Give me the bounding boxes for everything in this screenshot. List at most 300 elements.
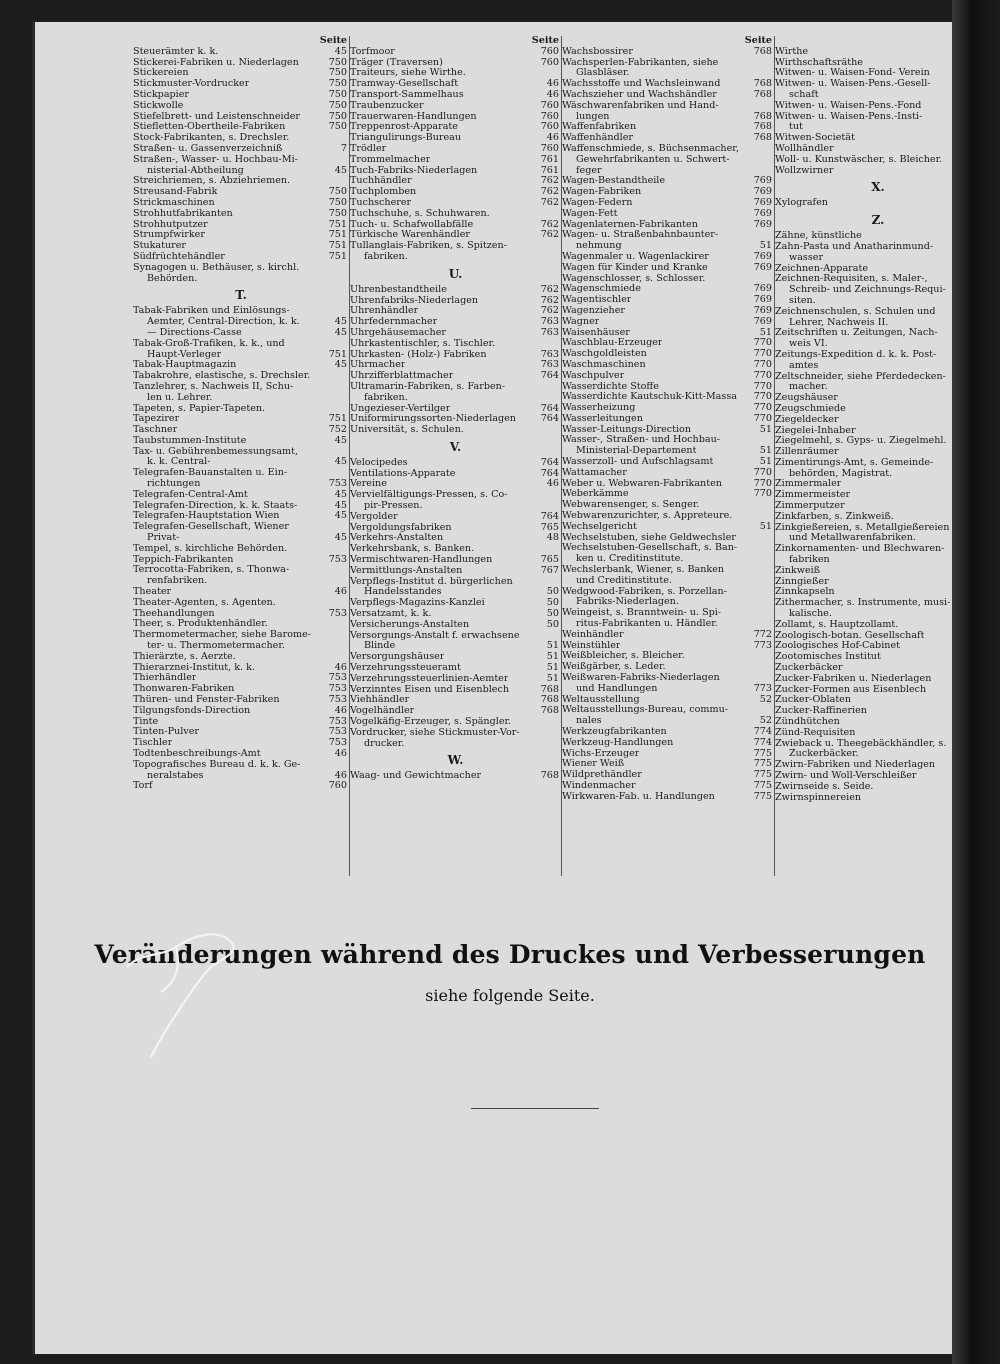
entry-text: Straßen-, Wasser- u. Hochbau-Mi- [133, 154, 298, 165]
index-entry-continuation [775, 609, 981, 620]
index-entry [562, 403, 774, 414]
index-entry [562, 220, 774, 231]
entry-page-number: 45 [334, 533, 347, 544]
entry-text: Terrocotta-Fabriken, s. Thonwa- [133, 565, 290, 576]
index-entry [775, 674, 981, 685]
entry-page-number [556, 728, 561, 739]
entry-page-number [556, 339, 561, 350]
entry-page-number: 761 [540, 154, 559, 165]
index-entry [133, 209, 349, 220]
entry-text: Wasser-Leitungs-Direction [562, 424, 692, 435]
entry-text: Wachszieher und Wachshändler [562, 89, 717, 100]
index-entry [562, 328, 774, 339]
index-entry [133, 144, 349, 155]
index-entry [775, 706, 981, 717]
entry-text: Wagen-Fabriken [562, 187, 642, 198]
index-entry [350, 198, 561, 209]
index-entry [775, 426, 981, 437]
index-entry [350, 598, 561, 609]
index-entry-continuation [562, 554, 774, 565]
entry-page-number: 770 [753, 370, 772, 381]
entry-page-number [344, 760, 349, 771]
entry-text: Strohhutfabrikanten [133, 208, 233, 219]
index-entry [775, 404, 981, 415]
entry-text: Zeugshäuser [775, 393, 838, 404]
entry-page-number: 753 [328, 716, 347, 727]
entry-page-number [769, 511, 774, 522]
index-entry [775, 566, 981, 577]
entry-text: Verkehrs-Anstalten [350, 533, 444, 544]
index-entry [562, 673, 774, 684]
entry-text: Tapeten, s. Papier-Tapeten. [133, 403, 266, 414]
entry-page-number: 751 [328, 251, 347, 262]
entry-page-number: 769 [753, 316, 772, 327]
entry-text: Zinkweiß [775, 565, 821, 576]
entry-text: Zeichnen-Requisiten, s. Maler-, [775, 274, 928, 285]
index-entry [350, 133, 561, 144]
entry-page-number: 50 [546, 619, 559, 630]
entry-text: Wechselgericht [562, 521, 637, 532]
entry-text: Wedgwood-Fabriken, s. Porzellan- [562, 586, 727, 597]
entry-page-number: 770 [753, 392, 772, 403]
index-column [562, 36, 774, 896]
entry-page-number [344, 619, 349, 630]
entry-text: ritus-Fabrikanten u. Händler. [576, 619, 718, 630]
index-entry [775, 598, 981, 609]
entry-page-number: 775 [753, 780, 772, 791]
entry-text: Tuch- u. Schafwollabfälle [350, 219, 474, 230]
entry-page-number: 752 [328, 425, 347, 436]
entry-text: Straßen- u. Gassenverzeichniß [133, 143, 283, 154]
index-entry [562, 695, 774, 706]
index-entry-continuation [775, 253, 981, 264]
entry-text: Fabriks-Niederlagen. [576, 597, 679, 608]
index-entry [562, 209, 774, 220]
entry-page-number: 768 [753, 133, 772, 144]
entry-page-number: 51 [546, 663, 559, 674]
index-entry [133, 382, 349, 393]
entry-page-number: 46 [334, 705, 347, 716]
entry-text: nisterial-Abtheilung [147, 165, 244, 176]
entry-text: Treppenrost-Apparate [350, 122, 458, 133]
entry-text: Theater-Agenten, s. Agenten. [133, 597, 276, 608]
index-entry [562, 349, 774, 360]
index-entry [350, 79, 561, 90]
entry-text: tut [789, 122, 803, 133]
entry-text: fabriken [789, 555, 830, 566]
entry-page-number: 750 [328, 79, 347, 90]
entry-text: Zeitungs-Expedition d. k. k. Post- [775, 349, 937, 360]
entry-text: Stickereien [133, 68, 189, 79]
index-entry-continuation [775, 90, 981, 101]
index-entry [350, 58, 561, 69]
section-letter: Z. [871, 213, 885, 228]
entry-text: Wagenlaternen-Fabrikanten [562, 219, 698, 230]
entry-text: Zeichnenschulen, s. Schulen und [775, 306, 936, 317]
entry-text: Versatzamt, k. k. [350, 609, 432, 620]
entry-page-number: 750 [328, 68, 347, 79]
index-entry-continuation [133, 576, 349, 587]
entry-text: Verzehrungssteuerlinien-Aemter [350, 673, 509, 684]
index-entry [350, 101, 561, 112]
index-entry [562, 176, 774, 187]
entry-page-number: 762 [540, 176, 559, 187]
index-entry [775, 458, 981, 469]
entry-text: neralstabes [147, 770, 204, 781]
entry-page-number: 769 [753, 176, 772, 187]
index-entry-continuation [775, 749, 981, 760]
index-entry [775, 58, 981, 69]
entry-page-number [769, 144, 774, 155]
index-entry [350, 490, 561, 501]
index-entry [350, 404, 561, 415]
entry-text: Privat- [147, 533, 180, 544]
entry-page-number: 775 [753, 770, 772, 781]
index-entry [350, 771, 561, 782]
column-heading: Seite [531, 35, 559, 46]
entry-text: Zähne, künstliche [775, 231, 862, 242]
index-entry [775, 393, 981, 404]
entry-page-number: 769 [753, 187, 772, 198]
entry-page-number: 750 [328, 122, 347, 133]
entry-text: Witwen-Societät [775, 133, 855, 144]
index-entry-continuation [775, 296, 981, 307]
entry-text: Stukaturer [133, 241, 187, 252]
entry-page-number: 762 [540, 197, 559, 208]
index-entry [562, 543, 774, 554]
entry-text: und Metallwarenfabriken. [789, 533, 916, 544]
index-entry [350, 523, 561, 534]
entry-text: Strumpfwirker [133, 230, 205, 241]
entry-page-number: 50 [546, 609, 559, 620]
entry-text: Tinte [133, 716, 159, 727]
index-entry [133, 501, 349, 512]
entry-page-number: 753 [328, 695, 347, 706]
index-entry [133, 425, 349, 436]
index-entry [350, 176, 561, 187]
entry-text: Waffenfabriken [562, 122, 637, 133]
entry-text: Uhrgehäusemacher [350, 327, 446, 338]
entry-page-number [769, 155, 774, 166]
entry-text: Tuchplomben [350, 187, 417, 198]
index-entry-continuation [775, 555, 981, 566]
entry-page-number: 764 [540, 468, 559, 479]
entry-page-number: 769 [753, 208, 772, 219]
entry-page-number [556, 393, 561, 404]
entry-page-number: 764 [540, 414, 559, 425]
index-entry [133, 630, 349, 641]
index-entry-continuation [562, 112, 774, 123]
entry-text: Torf [133, 781, 153, 792]
entry-text: Wechselstuben-Gesellschaft, s. Ban- [562, 543, 738, 554]
entry-page-number: 45 [334, 500, 347, 511]
entry-text: Witwen- u. Waisen-Pens.-Gesell- [775, 79, 931, 90]
index-entry [775, 274, 981, 285]
entry-text: Tapezirer [133, 414, 180, 425]
entry-text: Tabakrohre, elastische, s. Drechsler. [133, 371, 311, 382]
index-entry [775, 771, 981, 782]
entry-text: Zimmermeister [775, 490, 851, 501]
entry-text: Zinkfarben, s. Zinkweiß. [775, 511, 894, 522]
entry-text: len u. Lehrer. [147, 392, 213, 403]
index-entry [775, 133, 981, 144]
entry-text: Tanzlehrer, s. Nachweis II, Schu- [133, 381, 294, 392]
entry-page-number: 764 [540, 403, 559, 414]
entry-page-number: 767 [540, 565, 559, 576]
index-entry [562, 705, 774, 716]
entry-text: Zillenräumer [775, 447, 839, 458]
entry-text: nales [576, 716, 602, 727]
index-entry [133, 706, 349, 717]
index-entry [562, 230, 774, 241]
index-entry [350, 122, 561, 133]
entry-text: Trommelmacher [350, 154, 431, 165]
entry-text: Vogelhändler [350, 706, 415, 717]
entry-text: Zuckerbäcker. [789, 749, 859, 760]
entry-page-number: 769 [753, 284, 772, 295]
notice-title: Veränderungen während des Druckes und Verbesserungen [94, 940, 926, 969]
index-entry-continuation [350, 393, 561, 404]
index-entry [562, 144, 774, 155]
index-entry-continuation [133, 166, 349, 177]
index-entry [350, 631, 561, 642]
entry-page-number: 45 [334, 489, 347, 500]
index-entry [562, 738, 774, 749]
index-entry [775, 577, 981, 588]
entry-page-number: 768 [753, 79, 772, 90]
index-entry [133, 90, 349, 101]
entry-page-number: 769 [753, 262, 772, 273]
entry-text: Triangulirungs-Bureau [350, 133, 462, 144]
entry-text: Tischler [133, 738, 173, 749]
entry-text: Wasserzoll- und Aufschlagsamt [562, 457, 714, 468]
entry-page-number [556, 425, 561, 436]
entry-page-number: 762 [540, 306, 559, 317]
index-entry [775, 685, 981, 696]
index-entry [133, 738, 349, 749]
entry-page-number: 52 [759, 694, 772, 705]
entry-text: Weberkämme [562, 489, 629, 500]
entry-page-number: 770 [753, 467, 772, 478]
index-entry [133, 436, 349, 447]
entry-text: Wollhändler [775, 143, 834, 154]
entry-text: Wagen für Kinder und Kranke [562, 262, 708, 273]
entry-page-number [344, 371, 349, 382]
entry-text: Zinkgießereien, s. Metallgießereien [775, 522, 950, 533]
index-entry-continuation [133, 533, 349, 544]
index-entry [775, 231, 981, 242]
entry-page-number: 750 [328, 89, 347, 100]
entry-page-number: 768 [540, 684, 559, 695]
index-entry [133, 360, 349, 371]
entry-text: Viehhändler [350, 695, 410, 706]
entry-text: Stiefletten-Obertheile-Fabriken [133, 122, 286, 133]
entry-page-number: 750 [328, 100, 347, 111]
entry-text: Vordrucker, siehe Stickmuster-Vor- [350, 727, 520, 738]
index-entry [775, 155, 981, 166]
entry-text: Wagenzieher [562, 305, 625, 316]
index-entry [133, 252, 349, 263]
entry-text: Waisenhäuser [562, 327, 630, 338]
entry-page-number [556, 501, 561, 512]
index-entry [133, 263, 349, 274]
index-entry [350, 230, 561, 241]
index-entry [133, 155, 349, 166]
entry-page-number [344, 641, 349, 652]
index-entry [562, 641, 774, 652]
entry-text: Traubenzucker [350, 100, 424, 111]
index-entry [775, 372, 981, 383]
entry-text: Uhrfedernmacher [350, 317, 438, 328]
entry-page-number [344, 133, 349, 144]
index-entry-continuation [350, 641, 561, 652]
index-entry [133, 598, 349, 609]
entry-text: Stickpapier [133, 89, 190, 100]
entry-text: Tilgungsfonds-Direction [133, 705, 251, 716]
index-entry-continuation [775, 361, 981, 372]
index-entry [562, 295, 774, 306]
entry-page-number: 45 [334, 46, 347, 57]
index-entry [775, 501, 981, 512]
entry-text: Weber u. Webwaren-Fabrikanten [562, 478, 722, 489]
entry-page-number: 763 [540, 317, 559, 328]
entry-page-number: 770 [753, 349, 772, 360]
entry-page-number: 775 [753, 759, 772, 770]
entry-text: Werkzeug-Handlungen [562, 737, 674, 748]
entry-text: Behörden. [147, 273, 198, 284]
entry-text: Waschgoldleisten [562, 349, 647, 360]
entry-page-number: 764 [540, 511, 559, 522]
entry-page-number [556, 252, 561, 263]
index-entry [133, 112, 349, 123]
entry-text: Vermischtwaren-Handlungen [350, 555, 493, 566]
entry-text: amtes [789, 360, 819, 371]
entry-text: Lehrer, Nachweis II. [789, 317, 889, 328]
index-entry [350, 382, 561, 393]
entry-text: Wechslerbank, Wiener, s. Banken [562, 565, 725, 576]
entry-text: Zinnkapseln [775, 587, 835, 598]
entry-text: Zünd-Requisiten [775, 727, 856, 738]
entry-page-number: 770 [753, 359, 772, 370]
entry-text: Versicherungs-Anstalten [350, 619, 470, 630]
index-entry [775, 307, 981, 318]
entry-text: Uhrzifferblattmacher [350, 371, 454, 382]
entry-page-number: 51 [759, 446, 772, 457]
entry-page-number: 772 [753, 629, 772, 640]
index-entry [562, 479, 774, 490]
entry-text: Teppich-Fabrikanten [133, 554, 234, 565]
index-entry [562, 533, 774, 544]
index-entry [350, 306, 561, 317]
index-entry [562, 263, 774, 274]
entry-text: Zucker-Raffinerien [775, 706, 867, 717]
entry-text: Theater [133, 587, 172, 598]
entry-page-number: 45 [334, 511, 347, 522]
entry-text: Tinten-Pulver [133, 727, 199, 738]
entry-text: pir-Pressen. [364, 501, 423, 512]
entry-text: Taschner [133, 425, 178, 436]
entry-page-number [769, 673, 774, 684]
entry-text: Torfmoor [350, 46, 395, 57]
index-entry [133, 673, 349, 684]
entry-page-number: 770 [753, 403, 772, 414]
entry-text: Todtenbeschreibungs-Amt [133, 749, 261, 759]
entry-text: Vervielfältigungs-Pressen, s. Co- [350, 490, 508, 501]
index-entry [133, 565, 349, 576]
entry-page-number [769, 651, 774, 662]
entry-text: Theer, s. Produktenhändler. [133, 619, 268, 630]
entry-page-number: 45 [334, 317, 347, 328]
entry-page-number [344, 393, 349, 404]
index-entry-continuation [133, 641, 349, 652]
index-entry [133, 68, 349, 79]
entry-page-number: 770 [753, 381, 772, 392]
entry-text: Telegrafen-Central-Amt [133, 489, 248, 500]
entry-text: Weltausstellung [562, 694, 640, 705]
entry-page-number: 768 [540, 706, 559, 717]
entry-text: richtungen [147, 479, 201, 490]
entry-text: Tempel, s. kirchliche Behörden. [133, 543, 288, 554]
entry-page-number [769, 554, 774, 565]
index-entry [133, 241, 349, 252]
entry-text: Wachsperlen-Fabrikanten, siehe [562, 57, 719, 68]
entry-page-number: 760 [540, 57, 559, 68]
entry-text: Blinde [364, 641, 396, 652]
entry-text: Träger (Traversen) [350, 57, 443, 68]
entry-text: und Creditinstitute. [576, 575, 672, 586]
index-entry [775, 695, 981, 706]
entry-page-number [556, 739, 561, 750]
index-entry [562, 630, 774, 641]
entry-text: Vermittlungs-Anstalten [350, 565, 463, 576]
index-entry [775, 490, 981, 501]
entry-page-number: 46 [334, 587, 347, 598]
entry-page-number: 760 [328, 781, 347, 792]
entry-text: Wagen-Bestandtheile [562, 176, 666, 187]
entry-text: kalische. [789, 609, 832, 620]
entry-page-number [769, 58, 774, 69]
index-entry-continuation [562, 684, 774, 695]
index-entry [133, 101, 349, 112]
entry-page-number [344, 652, 349, 663]
index-entry [562, 79, 774, 90]
entry-text: Zeitschriften u. Zeitungen, Nach- [775, 328, 938, 339]
index-entry-continuation [775, 318, 981, 329]
index-entry [350, 241, 561, 252]
entry-text: Telegrafen-Gesellschaft, Wiener [133, 522, 289, 533]
index-entry [775, 47, 981, 58]
entry-page-number [556, 209, 561, 220]
entry-page-number: 50 [546, 598, 559, 609]
index-entry [562, 90, 774, 101]
entry-text: Zuckerbäcker [775, 663, 843, 674]
entry-text: Verzinntes Eisen und Eisenblech [350, 684, 510, 695]
entry-text: Thermometermacher, siehe Barome- [133, 630, 312, 641]
entry-page-number: 760 [540, 100, 559, 111]
index-entry [562, 317, 774, 328]
entry-text: Thonwaren-Fabriken [133, 684, 235, 695]
entry-text: Tabak-Groß-Trafiken, k. k., und [133, 338, 285, 349]
entry-text: Wagentischler [562, 295, 632, 306]
entry-text: schaft [789, 89, 819, 100]
index-entry [562, 284, 774, 295]
entry-text: Uhrenbestandtheile [350, 284, 447, 295]
entry-page-number [769, 587, 774, 598]
index-entry [350, 663, 561, 674]
entry-text: Zucker-Oblaten [775, 695, 852, 706]
entry-page-number: 763 [540, 360, 559, 371]
entry-text: Waffenhändler [562, 133, 633, 144]
